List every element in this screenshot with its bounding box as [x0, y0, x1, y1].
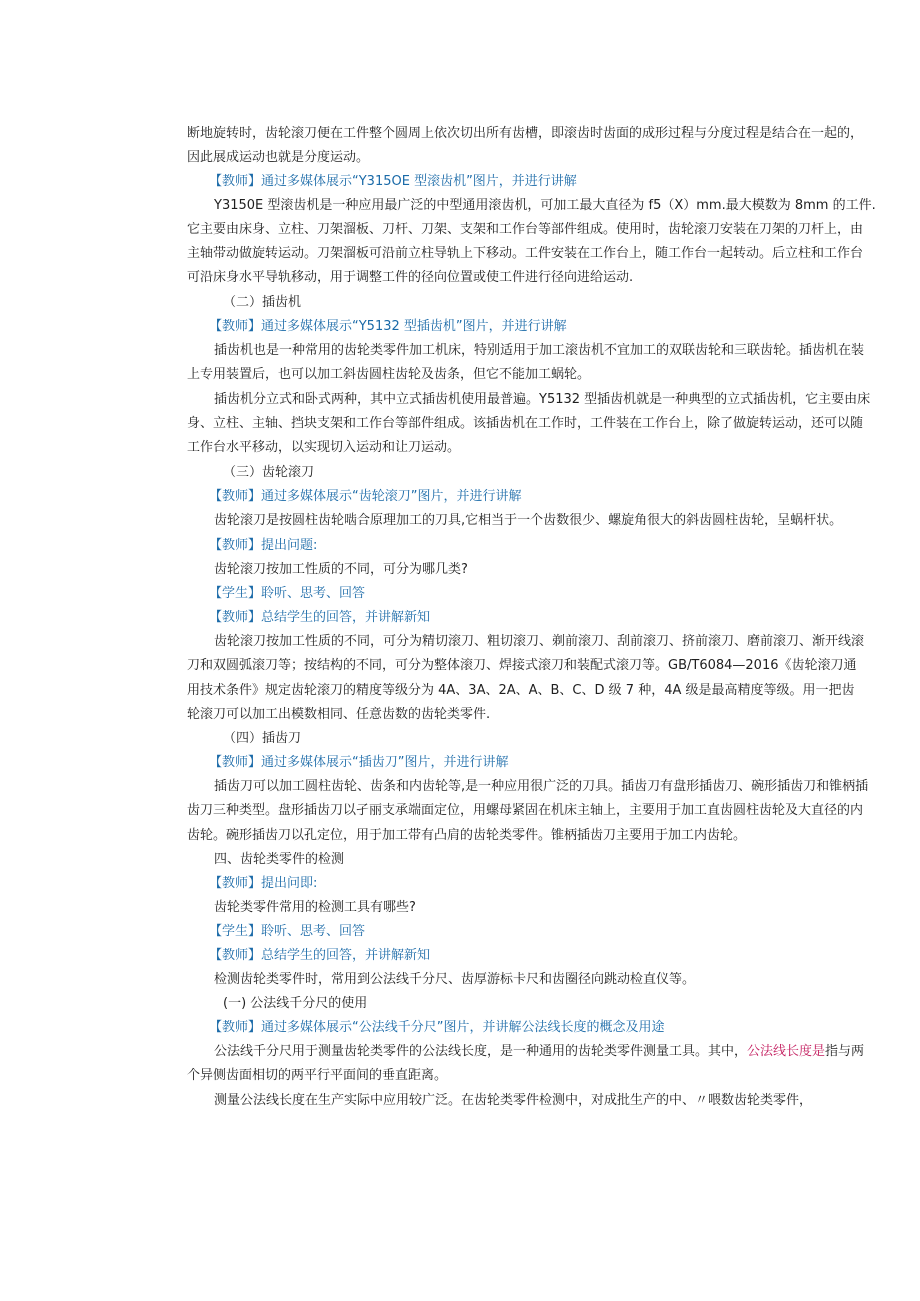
text-line: 主轴带动做旋转运动。刀架溜板可沿前立柱导轨上下移动。工件安装在工作台上，随工作台一起转动。后立柱和工作台	[187, 246, 864, 261]
text-line: 用技术条件》规定齿轮滚刀的精度等级分为 4A、3A、2A、A、B、C、D 级 7 种，4A 级是最高精度等级。用一把齿	[187, 683, 855, 698]
text-line: 上专用装置后，也可以加工斜齿圆柱齿轮及齿条，但它不能加工蜗轮。	[187, 367, 591, 382]
text-line: 插齿刀可以加工圆柱齿轮、齿条和内齿轮等,是一种应用很广泛的刀具。插齿刀有盘形插齿刀、碗形插齿刀和锥柄插	[214, 779, 869, 794]
text-line: 齿轮。碗形插齿刀以孔定位，用于加工带有凸肩的齿轮类零件。锥柄插齿刀主要用于加工内齿轮。	[187, 828, 747, 843]
text-line: 身、立柱、主轴、挡块支架和工作台等部件组成。该插齿机在工作时，工件装在工作台上，除了做旋转运动，还可以随	[187, 416, 864, 431]
text-line: 测量公法线长度在生产实际中应用较广泛。在齿轮类零件检测中，对成批生产的中、〃喂数齿轮类零件，	[214, 1093, 813, 1108]
text-line	[214, 1042, 864, 1062]
teacher-note: 【教师】提出问题:	[209, 538, 318, 553]
section-heading: 四、齿轮类零件的检测	[214, 852, 345, 867]
text-line: 刀和双圆弧滚刀等；按结构的不同，可分为整体滚刀、焊接式滚刀和装配式滚刀等。GB/T6084—2016《齿轮滚刀通	[187, 658, 857, 673]
text-line: 齿刀三种类型。盘形插齿刀以孑丽支承端面定位，用螺母紧固在机床主轴上，主要用于加工直齿圆柱齿轮及大直径的内	[187, 803, 864, 818]
text-line: 齿轮滚刀按加工性质的不同，可分为哪几类?	[214, 562, 468, 577]
text-line: 齿轮类零件常用的检测工具有哪些?	[214, 900, 416, 915]
teacher-note: 【教师】总结学生的回答，并讲解新知	[209, 610, 431, 625]
teacher-note: 【教师】通过多媒体展示“公法线千分尺”图片，并讲解公法线长度的概念及用途	[209, 1020, 665, 1035]
text-line: 可沿床身水平导轨移动，用于调整工件的径向位置或使工件进行径向进给运动.	[187, 270, 634, 285]
teacher-note: 【教师】提出问即:	[209, 876, 318, 891]
student-note: 【学生】聆听、思考、回答	[209, 586, 366, 601]
teacher-note: 【教师】通过多媒体展示“齿轮滚刀”图片，并进行讲解	[209, 489, 522, 504]
teacher-note: 【教师】总结学生的回答，并讲解新知	[209, 948, 431, 963]
text-line: 工作台水平移动，以实现切入运动和让刀运动。	[187, 440, 461, 455]
teacher-note: 【教师】通过多媒体展示“Y315OE 型滚齿机”图片，并进行讲解	[209, 174, 577, 189]
teacher-note: 【教师】通过多媒体展示“Y5132 型插齿机”图片，并进行讲解	[209, 319, 567, 334]
text-line: 插齿机分立式和卧式两种，其中立式插齿机使用最普遍。Y5132 型插齿机就是一种典型的立式插齿机，它主要由床	[214, 392, 871, 407]
text-line: 齿轮滚刀按加工性质的不同，可分为精切滚刀、粗切滚刀、剃前滚刀、刮前滚刀、挤前滚刀、磨前滚刀、渐开线滚	[214, 634, 865, 649]
text-line: 断地旋转时，齿轮滚刀便在工件整个圆周上依次切出所有齿槽，即滚齿时齿面的成形过程与分度过程是结合在一起的，	[187, 126, 864, 141]
text-line: 齿轮滚刀是按圆柱齿轮啮合原理加工的刀具,它相当于一个齿数很少、螺旋角很大的斜齿圆柱齿轮，呈蜗杆状。	[214, 513, 843, 528]
section-heading: （三）齿轮滚刀	[223, 465, 315, 480]
section-heading: （四）插齿刀	[223, 731, 302, 746]
section-heading: (一) 公法线千分尺的使用	[223, 996, 368, 1011]
student-note: 【学生】聆听、思考、回答	[209, 924, 366, 939]
teacher-note: 【教师】通过多媒体展示“插齿刀”图片，并进行讲解	[209, 755, 509, 770]
highlighted-term: 公法线长度是	[747, 1044, 826, 1059]
text-line: 轮滚刀可以加工出模数相同、任意齿数的齿轮类零件.	[187, 707, 491, 722]
text-line: 因此展成运动也就是分度运动。	[187, 150, 370, 165]
text-line: 个异侧齿面相切的两平行平面间的垂直距离。	[187, 1068, 448, 1083]
text-line: 检测齿轮类零件时，常用到公法线千分尺、齿厚游标卡尺和齿圈径向跳动检直仪等。	[214, 972, 696, 987]
text-segment: 指与两	[825, 1044, 865, 1059]
text-line: Y3150E 型滚齿机是一种应用最广泛的中型通用滚齿机，可加工最大直径为 f5（X）mm.最大模数为 8mm 的工件.	[214, 198, 876, 213]
text-line: 插齿机也是一种常用的齿轮类零件加工机床，特别适用于加工滚齿机不宜加工的双联齿轮和三联齿轮。插齿机在装	[214, 343, 865, 358]
text-line: 它主要由床身、立柱、刀架溜板、刀杆、刀架、支架和工作台等部件组成。使用时，齿轮滚刀安装在刀架的刀杆上，由	[187, 222, 864, 237]
section-heading: （二）插齿机	[223, 295, 302, 310]
text-segment: 公法线千分尺用于测量齿轮类零件的公法线长度，是一种通用的齿轮类零件测量工具。其中，	[214, 1044, 748, 1059]
